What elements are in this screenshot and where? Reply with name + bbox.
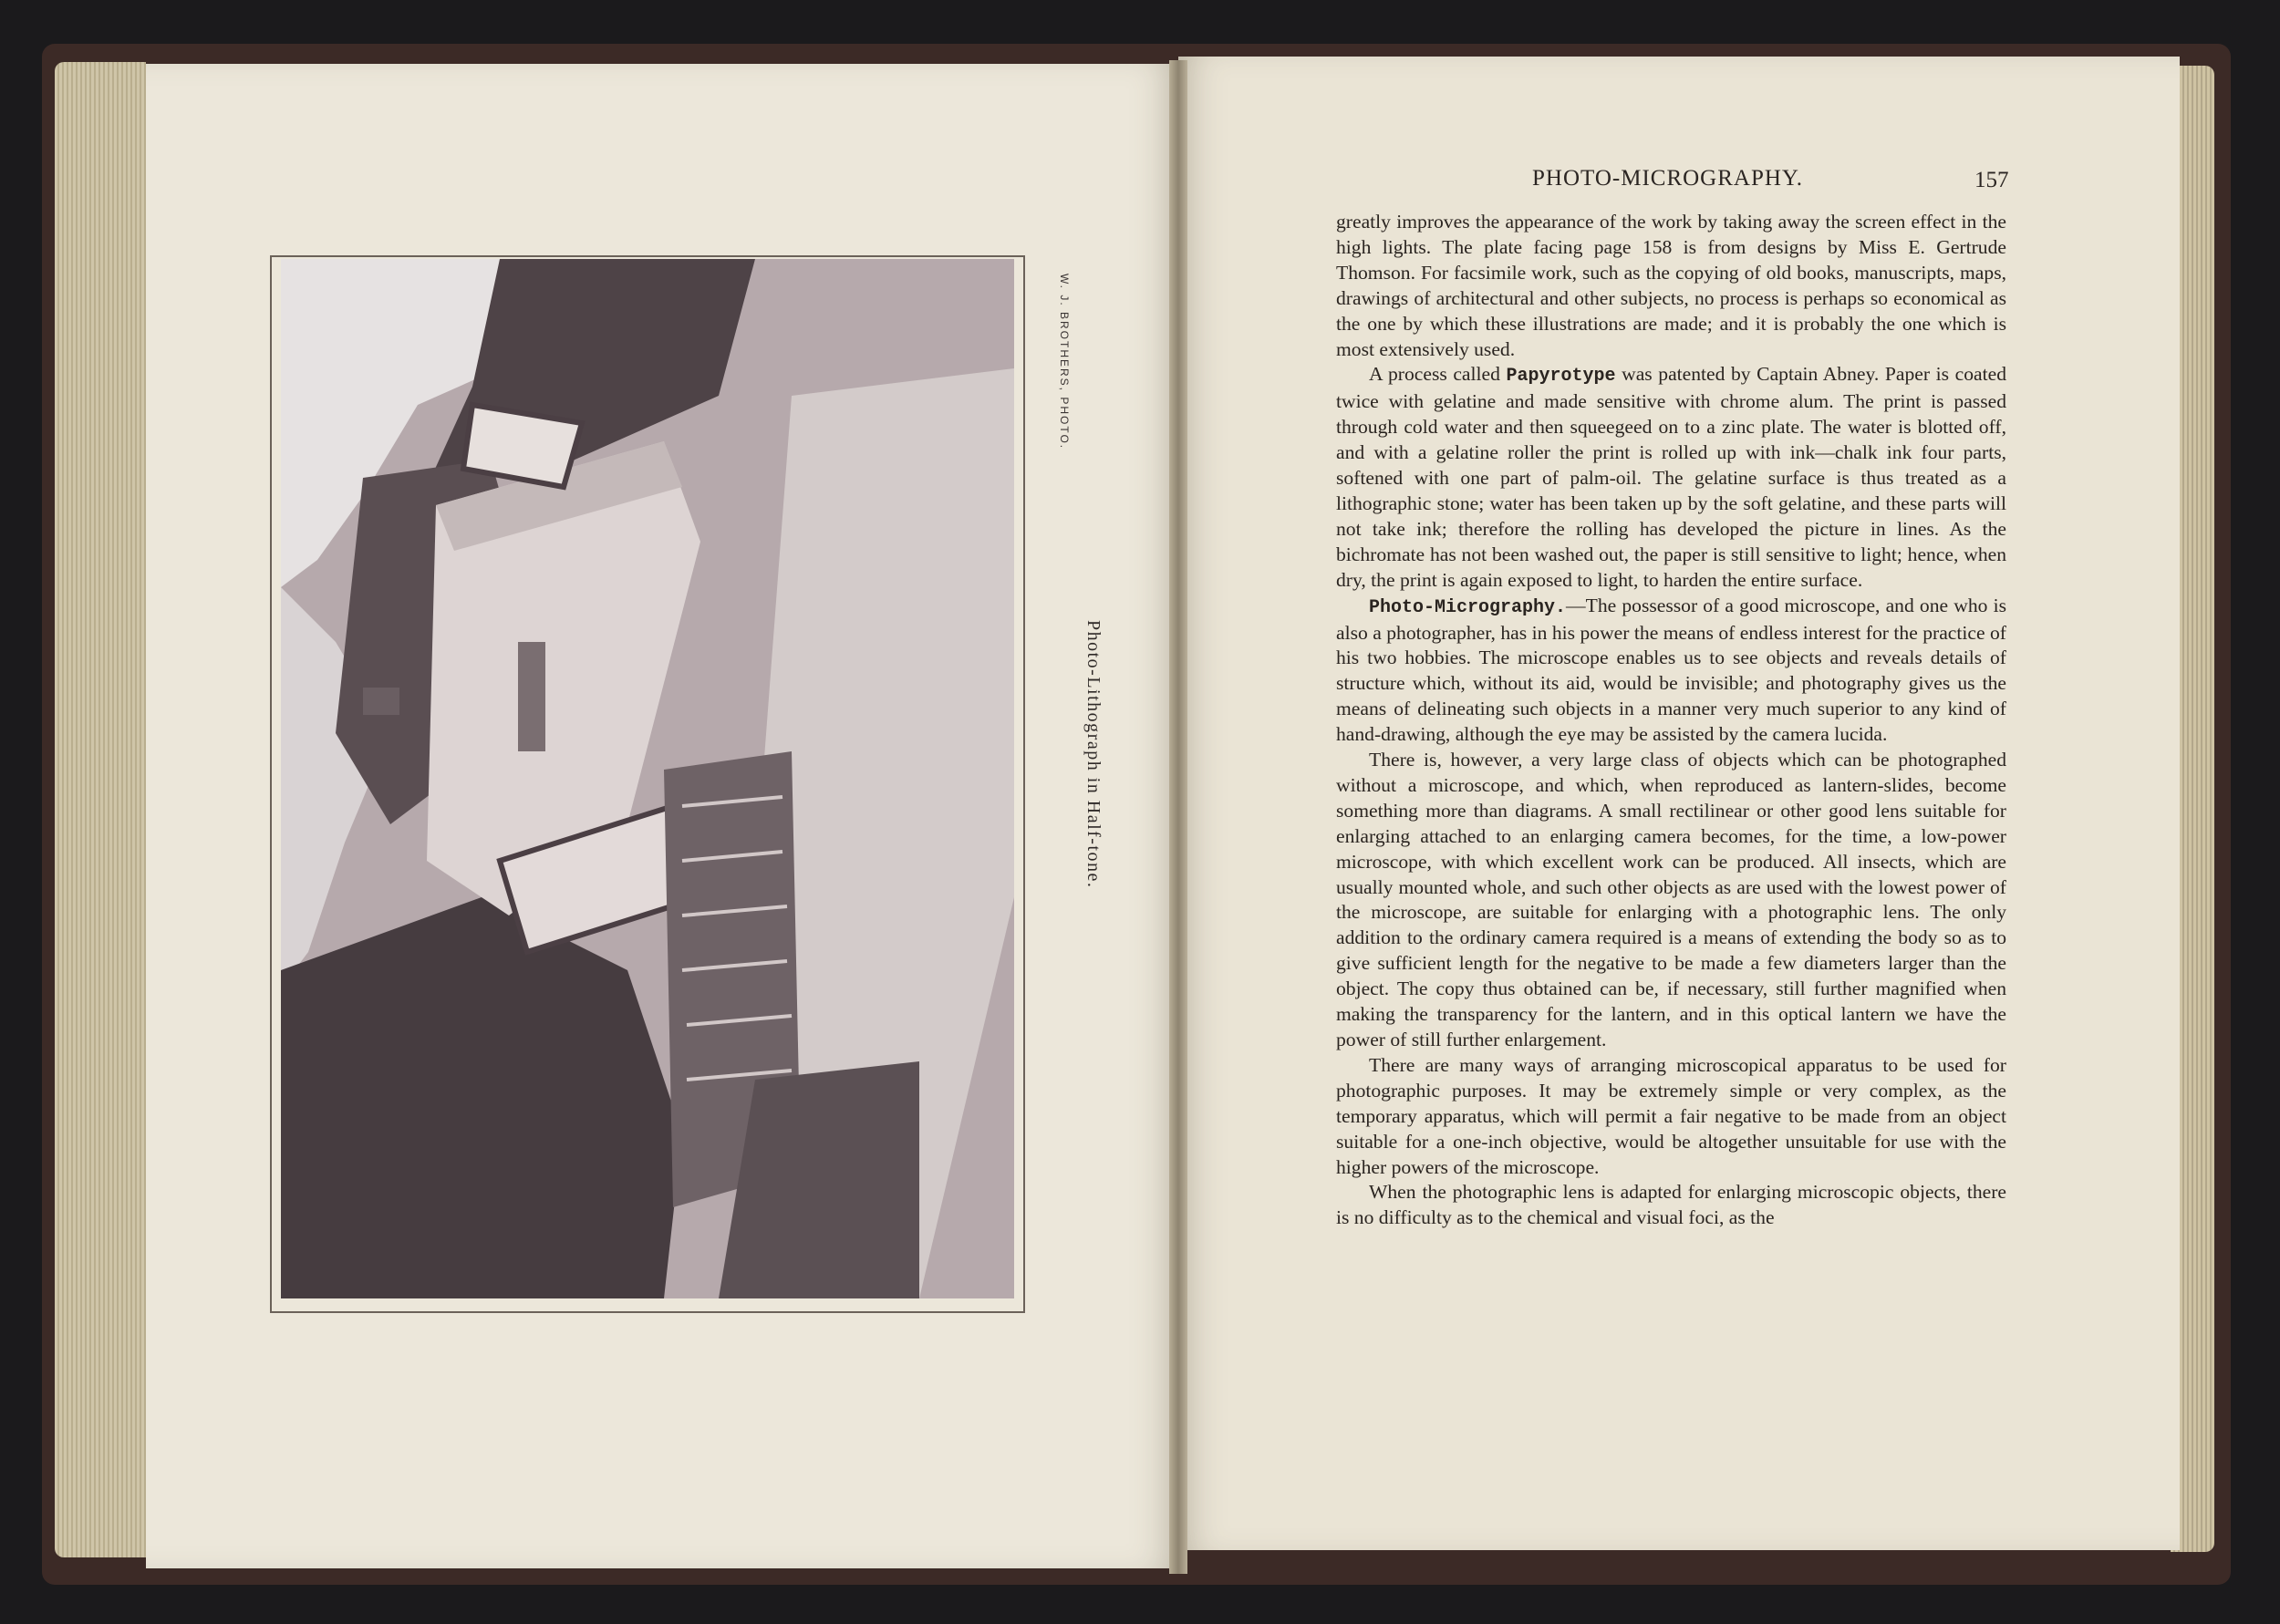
running-head: PHOTO-MICROGRAPHY. — [1532, 166, 1803, 191]
paragraph-4: There is, however, a very large class of objects which can be photographed without a microscope, and which, when reproduced as lantern-slides, become something more than diagrams. A small rectilinear or other good lens suitable for enlarging attached to an enlarging camera becomes, for the time, a low-power microscope, with which excellent work can be produced. All insects, which are usually mounted whole, and such other objects as are used with the lowest power of the microscope, are suitable for enlarging with a photographic lens. The only addition to the ordinary camera required is a means of extending the body so as to give sufficient length for the negative to be made a few diameters larger than the object. The copy thus obtained can be, if necessary, still further magnified when making the transparency for the lantern, and in this optical lantern we have the power of still further enlargement. — [1336, 749, 2006, 1050]
plate-caption: Photo-Lithograph in Half-tone. — [1083, 620, 1104, 889]
paragraph-6: When the photographic lens is adapted for enlarging microscopic objects, there is no difficulty as to the chemical and visual foci, as the — [1336, 1181, 2006, 1229]
half-tone-photograph — [281, 259, 1014, 1298]
paragraph-2 — [1336, 362, 2006, 593]
paragraph-1: greatly improves the appearance of the work by taking away the screen effect in the high lights. The plate facing page 158 is from designs by Miss E. Gertrude Thomson. For facsimile work, such as the copying of old books, manuscripts, maps, drawings of architectural and other subjects, no process is perhaps so economical as the one by which these illustrations are made; and it is probably the one which is most extensively used. — [1336, 211, 2006, 360]
page-number: 157 — [1974, 168, 2009, 192]
photo-credit: W. J. BROTHERS, PHOTO. — [1058, 274, 1071, 450]
left-page-edges — [55, 62, 146, 1557]
photo-micrography-heading: Photo-Micrography. — [1369, 596, 1567, 618]
papyrotype-heading: Papyrotype — [1506, 366, 1616, 388]
paragraph-3-body: —The possessor of a good microscope, and one who is also a photographer, has in his power the means of endless interest for the practice of his two hobbies. The microscope enables us to see objects and reveals details of structure which, without its aid, would be invisible; and photography gives us the means of delineating such objects in a manner very much superior to any kind of hand-drawing, although the eye may be assisted by the camera lucida. — [1336, 594, 2006, 746]
paragraph-2-intro: A process called — [1369, 363, 1507, 386]
paragraph-5: There are many ways of arranging microscopical apparatus to be used for photographic purposes. It may be extremely simple or very complex, as the temporary apparatus, which will permit a fair negative to be made from an object suitable for a one-inch objective, would be altogether unsuitable for use with the higher powers of the microscope. — [1336, 1053, 2006, 1178]
paragraph-2-body: was patented by Captain Abney. Paper is coated twice with gelatine and made sensitive with chrome alum. The print is passed through cold water and then squeegeed on to a zinc plate. The water is blotted off, and with a gelatine roller the print is rolled up with ink—chalk ink four parts, softened with one part of palm-oil. The gelatine surface is thus treated as a lithographic stone; water has been taken up by the soft gelatine, and these parts will not take ink; therefore the rolling has developed the picture in lines. As the bichromate has not been washed out, the paper is still sensitive to light; hence, when dry, the print is again exposed to light, to harden the entire surface. — [1336, 363, 2006, 591]
cottage-illustration — [281, 259, 1014, 1298]
paragraph-3 — [1336, 594, 2006, 748]
book-gutter — [1169, 60, 1187, 1574]
body-text — [1336, 210, 2006, 1231]
